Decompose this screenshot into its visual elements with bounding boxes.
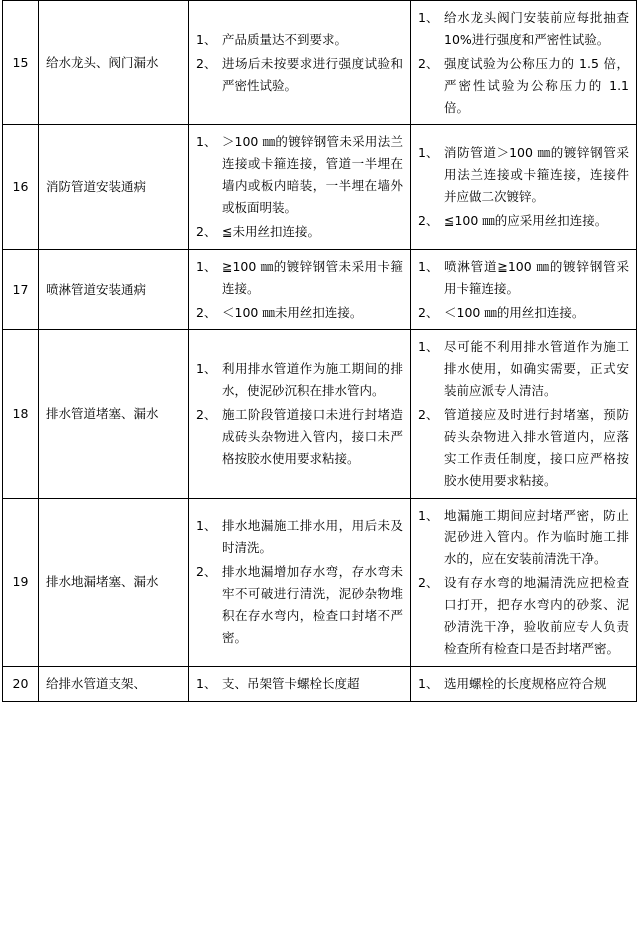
list-text: 利用排水管道作为施工期间的排水，使泥砂沉积在排水管内。 — [222, 361, 403, 399]
list-item — [196, 515, 403, 559]
list-marker: 2、 — [418, 304, 439, 320]
list-text: ≦100 ㎜的应采用丝扣连接。 — [444, 212, 608, 228]
table-row — [3, 249, 637, 330]
list-text: 进场后未按要求进行强度试验和严密性试验。 — [222, 55, 403, 93]
list-marker: 1、 — [196, 31, 217, 47]
defect-measures — [411, 249, 637, 330]
list-marker: 1、 — [418, 258, 439, 274]
defect-measures — [411, 666, 637, 701]
list-item — [196, 256, 403, 300]
list-item — [418, 142, 629, 208]
row-number: 15 — [3, 1, 39, 125]
list-item — [418, 336, 629, 402]
list-text: ＜100 ㎜的用丝扣连接。 — [444, 304, 585, 320]
list-marker: 1、 — [418, 10, 439, 25]
list-item — [196, 561, 403, 649]
list-text: 设有存水弯的地漏清洗应把检查口打开，把存水弯内的砂浆、泥砂清洗干净，验收前应专人负责检查所有检查口是否封堵严密。 — [444, 575, 629, 656]
table-row — [3, 498, 637, 666]
list-text: 产品质量达不到要求。 — [222, 31, 348, 47]
list-item — [418, 302, 629, 324]
list-text: 施工阶段管道接口未进行封堵造成砖头杂物进入管内，接口未严格按胶水使用要求粘接。 — [222, 407, 403, 466]
defect-prevention-table — [2, 0, 637, 702]
list-item — [418, 256, 629, 300]
list-text: 管道接应及时进行封堵塞，预防砖头杂物进入排水管道内，应落实工作责任制度，接口应严格按胶水使用要求粘接。 — [444, 407, 629, 488]
defect-name: 排水地漏堵塞、漏水 — [39, 498, 189, 666]
list-text: 排水地漏施工排水用，用后未及时清洗。 — [222, 518, 403, 556]
list-text: 选用螺栓的长度规格应符合规 — [444, 675, 607, 691]
list-text: 地漏施工期间应封堵严密，防止泥砂进入管内。作为临时施工排水的，应在安装前清洗干净。 — [444, 507, 629, 567]
list-marker: 2、 — [196, 55, 217, 71]
list-marker: 1、 — [418, 339, 439, 355]
table-row — [3, 1, 637, 125]
list-text: 消防管道＞100 ㎜的镀锌钢管采用法兰连接或卡箍连接，连接件并应做二次镀锌。 — [444, 145, 629, 205]
list-item — [418, 53, 629, 119]
list-item — [196, 221, 403, 243]
list-marker: 1、 — [196, 258, 217, 274]
defect-problems — [189, 666, 411, 701]
list-marker: 1、 — [196, 134, 217, 150]
defect-problems — [189, 330, 411, 498]
list-item — [418, 7, 629, 51]
list-item — [418, 673, 629, 695]
list-item — [196, 358, 403, 402]
table-row — [3, 666, 637, 701]
list-marker: 1、 — [196, 675, 217, 691]
list-item — [196, 131, 403, 219]
table-row — [3, 125, 637, 249]
defect-measures — [411, 125, 637, 249]
list-marker: 2、 — [418, 55, 439, 71]
list-item — [196, 302, 403, 324]
table-body — [3, 1, 637, 702]
list-text: ＜100 ㎜未用丝扣连接。 — [222, 304, 363, 320]
list-marker: 1、 — [196, 361, 217, 377]
defect-name: 喷淋管道安装通病 — [39, 249, 189, 330]
list-item — [196, 53, 403, 97]
defect-name: 排水管道堵塞、漏水 — [39, 330, 189, 498]
list-marker: 2、 — [418, 407, 439, 422]
list-text: ≧100 ㎜的镀锌钢管未采用卡箍连接。 — [222, 258, 403, 296]
list-item — [196, 673, 403, 695]
list-marker: 2、 — [418, 212, 439, 228]
row-number: 19 — [3, 498, 39, 666]
defect-problems — [189, 498, 411, 666]
list-marker: 1、 — [418, 675, 439, 691]
list-text: 排水地漏增加存水弯，存水弯未牢不可破进行清洗，泥砂杂物堆积在存水弯内，检查口封堵不严密。 — [222, 564, 403, 645]
list-text: ≦未用丝扣连接。 — [222, 223, 320, 239]
list-text: 强度试验为公称压力的 1.5 倍，严密性试验为公称压力的 1.1 倍。 — [444, 55, 629, 115]
defect-problems — [189, 249, 411, 330]
table-row — [3, 330, 637, 498]
list-item — [418, 210, 629, 232]
row-number: 18 — [3, 330, 39, 498]
defect-name: 给排水管道支架、 — [39, 666, 189, 701]
row-number: 16 — [3, 125, 39, 249]
list-marker: 2、 — [196, 407, 217, 422]
list-marker: 1、 — [418, 145, 439, 161]
list-text: 支、吊架管卡螺栓长度超 — [222, 675, 360, 691]
list-item — [418, 404, 629, 492]
defect-measures — [411, 1, 637, 125]
list-item — [196, 29, 403, 51]
list-item — [418, 505, 629, 571]
defect-name: 消防管道安装通病 — [39, 125, 189, 249]
list-marker: 2、 — [196, 564, 217, 580]
row-number: 17 — [3, 249, 39, 330]
list-text: 给水龙头阀门安装前应每批抽查 10%进行强度和严密性试验。 — [444, 10, 629, 47]
defect-problems — [189, 1, 411, 125]
list-text: 尽可能不利用排水管道作为施工排水使用，如确实需要，正式安装前应派专人清洁。 — [444, 339, 629, 399]
list-text: 喷淋管道≧100 ㎜的镀锌钢管采用卡箍连接。 — [444, 258, 629, 296]
list-marker: 2、 — [196, 223, 217, 239]
defect-problems — [189, 125, 411, 249]
defect-name: 给水龙头、阀门漏水 — [39, 1, 189, 125]
list-marker: 2、 — [418, 575, 439, 591]
list-item — [196, 404, 403, 470]
list-marker: 2、 — [196, 304, 217, 320]
defect-measures — [411, 498, 637, 666]
list-marker: 1、 — [418, 507, 439, 523]
row-number: 20 — [3, 666, 39, 701]
list-item — [418, 572, 629, 660]
list-text: ＞100 ㎜的镀锌钢管未采用法兰连接或卡箍连接，管道一半埋在墙内或板内暗装，一半埋在墙外或板面明装。 — [222, 134, 403, 215]
defect-measures — [411, 330, 637, 498]
list-marker: 1、 — [196, 518, 217, 534]
